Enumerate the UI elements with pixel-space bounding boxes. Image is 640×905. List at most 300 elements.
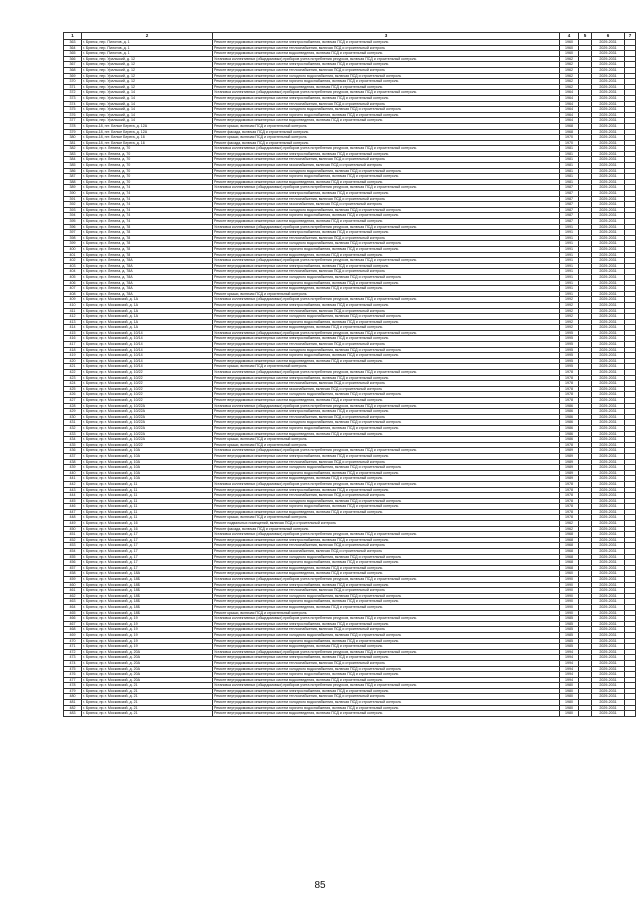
cell-year: 1991 xyxy=(560,263,579,269)
cell-period: 2029-2031 xyxy=(592,370,625,376)
cell-address: г. Брянск, пр-т. Ленина, д. 70 xyxy=(82,174,213,180)
cell-work-type: Ремонт внутридомовых инженерных систем горячего водоснабжения, включая ПСД и строительный контроль xyxy=(213,353,560,359)
cell-work-type: Ремонт внутридомовых инженерных систем горячего водоснабжения, включая ПСД и строительный контроль xyxy=(213,112,560,118)
cell-number: 448 xyxy=(64,515,82,521)
cell-period: 2029-2031 xyxy=(592,453,625,459)
cell-year: 1968 xyxy=(560,123,579,129)
cell-year: 1987 xyxy=(560,185,579,191)
cell-work-type: Ремонт внутридомовых инженерных систем электроснабжения, включая ПСД и строительный контроль xyxy=(213,375,560,381)
cell-work-type: Ремонт внутридомовых инженерных систем электроснабжения, включая ПСД и строительный контроль xyxy=(213,302,560,308)
cell-year: 1991 xyxy=(560,235,579,241)
cell-year: 1968 xyxy=(560,549,579,555)
cell-period: 2029-2031 xyxy=(592,476,625,482)
cell-address: г. Брянск-18, пгт. Белые Берега, д. 12А xyxy=(82,129,213,135)
cell-year: 1989 xyxy=(560,459,579,465)
cell-year: 1962 xyxy=(560,56,579,62)
cell-address: г. Брянск, пер. Пилотов, д. 1 xyxy=(82,40,213,46)
cell-address: г. Брянск, пр-т. Московский, д. 1А xyxy=(82,302,213,308)
cell-work-type: Ремонт внутридомовых инженерных систем электроснабжения, включая ПСД и строительный контроль xyxy=(213,688,560,694)
cell-period: 2029-2031 xyxy=(592,425,625,431)
cell-year: 1981 xyxy=(560,174,579,180)
cell-year: 1980 xyxy=(560,705,579,711)
cell-number: 409 xyxy=(64,297,82,303)
cell-number: 423 xyxy=(64,375,82,381)
cell-period: 2029-2031 xyxy=(592,448,625,454)
cell-work-type: Ремонт внутридомовых инженерных систем холодного водоснабжения, включая ПСД и строительный контроль xyxy=(213,314,560,320)
cell-period: 2029-2031 xyxy=(592,62,625,68)
cell-address: г. Брянск, пр-т. Московский, д. 1А xyxy=(82,314,213,320)
cell-address: г. Брянск, пр-т. Ленина, д. 70 xyxy=(82,179,213,185)
cell-period: 2029-2031 xyxy=(592,40,625,46)
cell-year: 1981 xyxy=(560,168,579,174)
cell-period: 2029-2031 xyxy=(592,90,625,96)
cell-number: 447 xyxy=(64,509,82,515)
cell-period: 2029-2031 xyxy=(592,459,625,465)
cell-work-type: Ремонт внутридомовых инженерных систем электроснабжения, включая ПСД и строительный контроль xyxy=(213,191,560,197)
cell-period: 2029-2031 xyxy=(592,336,625,342)
cell-address: г. Брянск, пр-т. Ленина, д. 78А xyxy=(82,258,213,264)
cell-work-type: Ремонт внутридомовых инженерных систем электроснабжения, включая ПСД и строительный контроль xyxy=(213,95,560,101)
cell-number: 426 xyxy=(64,392,82,398)
cell-work-type: Ремонт внутридомовых инженерных систем водоотведения, включая ПСД и строительный контроль xyxy=(213,84,560,90)
cell-address: г. Брянск, пр-т. Ленина, д. 74 xyxy=(82,196,213,202)
cell-address: г. Брянск, пр-т. Московский, д. 19 xyxy=(82,621,213,627)
cell-number: 446 xyxy=(64,504,82,510)
cell-year: 1990 xyxy=(560,599,579,605)
cell-period: 2029-2031 xyxy=(592,398,625,404)
cell-address: г. Брянск, пр-т. Московский, д. 11 xyxy=(82,509,213,515)
cell-address: г. Брянск, пр-т. Ленина, д. 78А xyxy=(82,280,213,286)
cell-work-type: Ремонт внутридомовых инженерных систем теплоснабжения, включая ПСД и строительный контроль xyxy=(213,414,560,420)
cell-period: 2029-2031 xyxy=(592,207,625,213)
cell-year: 1995 xyxy=(560,336,579,342)
cell-period: 2029-2031 xyxy=(592,498,625,504)
cell-address: г. Брянск, пр-т. Московский, д. 10А xyxy=(82,465,213,471)
cell-year: 1990 xyxy=(560,577,579,583)
cell-number: 453 xyxy=(64,543,82,549)
cell-period: 2029-2031 xyxy=(592,140,625,146)
cell-work-type: Ремонт крыши, включая ПСД и строительный контроль xyxy=(213,515,560,521)
cell-work-type: Ремонт крыши, включая ПСД и строительный контроль xyxy=(213,442,560,448)
cell-work-type: Ремонт внутридомовых инженерных систем горячего водоснабжения, включая ПСД и строительный контроль xyxy=(213,425,560,431)
cell-work-type: Установка коллективных (общедомовых) приборов учета потребления ресурсов, включая ПСД и строительный контроль xyxy=(213,146,560,152)
cell-year: 1978 xyxy=(560,515,579,521)
cell-address: г. Брянск-18, пгт. Белые Берега, д. 16 xyxy=(82,140,213,146)
cell-number: 443 xyxy=(64,487,82,493)
cell-period: 2029-2031 xyxy=(592,381,625,387)
cell-address: г. Брянск, пр-т. Московский, д. 10/22 xyxy=(82,442,213,448)
cell-number: 475 xyxy=(64,666,82,672)
cell-year: 1960 xyxy=(560,45,579,51)
cell-period: 2029-2031 xyxy=(592,179,625,185)
cell-address: г. Брянск, пер. Уральский, д. 12 xyxy=(82,84,213,90)
cell-address: г. Брянск, пр-т. Московский, д. 19 xyxy=(82,627,213,633)
cell-number: 386 xyxy=(64,168,82,174)
cell-period: 2029-2031 xyxy=(592,509,625,515)
cell-work-type: Ремонт внутридомовых инженерных систем теплоснабжения, включая ПСД и строительный контроль xyxy=(213,381,560,387)
cell-work-type: Ремонт внутридомовых инженерных систем горячего водоснабжения, включая ПСД и строительный контроль xyxy=(213,174,560,180)
cell-work-type: Ремонт внутридомовых инженерных систем водоотведения, включая ПСД и строительный контроль xyxy=(213,325,560,331)
cell-work-type: Установка коллективных (общедомовых) приборов учета потребления ресурсов, включая ПСД и строительный контроль xyxy=(213,448,560,454)
cell-number: 376 xyxy=(64,112,82,118)
cell-year: 1970 xyxy=(560,135,579,141)
cell-number: 461 xyxy=(64,588,82,594)
cell-address: г. Брянск, пр-т. Ленина, д. 78 xyxy=(82,246,213,252)
cell-year: 1964 xyxy=(560,118,579,124)
cell-period: 2029-2031 xyxy=(592,526,625,532)
cell-address: г. Брянск, пр-т. Московский, д. 10/14 xyxy=(82,347,213,353)
cell-number: 471 xyxy=(64,644,82,650)
cell-address: г. Брянск, пр-т. Московский, д. 10А xyxy=(82,453,213,459)
header-col-2: 2 xyxy=(82,33,213,40)
cell-year: 1991 xyxy=(560,246,579,252)
cell-work-type: Ремонт внутридомовых инженерных систем холодного водоснабжения, включая ПСД и строительный контроль xyxy=(213,465,560,471)
cell-work-type: Ремонт внутридомовых инженерных систем холодного водоснабжения, включая ПСД и строительный контроль xyxy=(213,168,560,174)
cell-address: г. Брянск, пр-т. Московский, д. 21 xyxy=(82,705,213,711)
cell-period: 2029-2031 xyxy=(592,230,625,236)
cell-address: г. Брянск, пр-т. Московский, д. 21 xyxy=(82,711,213,717)
cell-number: 455 xyxy=(64,554,82,560)
cell-year: 1968 xyxy=(560,565,579,571)
cell-number: 435 xyxy=(64,442,82,448)
cell-work-type: Ремонт внутридомовых инженерных систем холодного водоснабжения, включая ПСД и строительный контроль xyxy=(213,498,560,504)
cell-year: 1962 xyxy=(560,521,579,527)
cell-work-type: Ремонт крыши, включая ПСД и строительный контроль xyxy=(213,364,560,370)
cell-number: 478 xyxy=(64,683,82,689)
cell-period: 2029-2031 xyxy=(592,582,625,588)
cell-address: г. Брянск, пер. Уральский, д. 14 xyxy=(82,107,213,113)
cell-address: г. Брянск, пр-т. Московский, д. 21 xyxy=(82,683,213,689)
cell-address: г. Брянск, пр-т. Московский, д. 18Б xyxy=(82,593,213,599)
cell-number: 381 xyxy=(64,140,82,146)
cell-number: 399 xyxy=(64,241,82,247)
cell-period: 2029-2031 xyxy=(592,246,625,252)
cell-number: 451 xyxy=(64,532,82,538)
cell-address: г. Брянск, пер. Уральский, д. 12 xyxy=(82,67,213,73)
cell-period: 2029-2031 xyxy=(592,330,625,336)
cell-period: 2029-2031 xyxy=(592,84,625,90)
cell-work-type: Ремонт внутридомовых инженерных систем электроснабжения, включая ПСД и строительный контроль xyxy=(213,62,560,68)
cell-year: 1986 xyxy=(560,420,579,426)
cell-work-type: Ремонт крыши, включая ПСД и строительный контроль xyxy=(213,123,560,129)
cell-address: г. Брянск, пр-т. Ленина, д. 70 xyxy=(82,163,213,169)
cell-period: 2029-2031 xyxy=(592,213,625,219)
cell-work-type: Ремонт внутридомовых инженерных систем электроснабжения, включая ПСД и строительный контроль xyxy=(213,487,560,493)
cell-year: 1991 xyxy=(560,280,579,286)
cell-number: 392 xyxy=(64,202,82,208)
cell-number: 382 xyxy=(64,146,82,152)
cell-number: 459 xyxy=(64,577,82,583)
cell-year: 1962 xyxy=(560,67,579,73)
cell-address: г. Брянск, пр-т. Московский, д. 11 xyxy=(82,493,213,499)
cell-year: 1989 xyxy=(560,448,579,454)
cell-address: г. Брянск, пр-т. Московский, д. 19 xyxy=(82,616,213,622)
cell-work-type: Ремонт внутридомовых инженерных систем холодного водоснабжения, включая ПСД и строительный контроль xyxy=(213,207,560,213)
cell-year: 1980 xyxy=(560,683,579,689)
cell-number: 369 xyxy=(64,73,82,79)
cell-period: 2029-2031 xyxy=(592,252,625,258)
cell-number: 436 xyxy=(64,448,82,454)
cell-year: 1990 xyxy=(560,588,579,594)
cell-address: г. Брянск, пер. Уральский, д. 14 xyxy=(82,90,213,96)
cell-year: 1990 xyxy=(560,582,579,588)
cell-address: г. Брянск, пр-т. Московский, д. 10/22А xyxy=(82,420,213,426)
cell-period: 2029-2031 xyxy=(592,588,625,594)
cell-period: 2029-2031 xyxy=(592,593,625,599)
cell-work-type: Ремонт подвальных помещений, включая ПСД и строительный контроль xyxy=(213,521,560,527)
cell-address: г. Брянск, пер. Уральский, д. 14 xyxy=(82,95,213,101)
cell-work-type: Ремонт внутридомовых инженерных систем холодного водоснабжения, включая ПСД и строительный контроль xyxy=(213,593,560,599)
cell-year: 1962 xyxy=(560,79,579,85)
cell-work-type: Ремонт внутридомовых инженерных систем теплоснабжения, включая ПСД и строительный контроль xyxy=(213,308,560,314)
cell-address: г. Брянск, пр-т. Московский, д. 21 xyxy=(82,700,213,706)
cell-work-type: Ремонт внутридомовых инженерных систем водоотведения, включая ПСД и строительный контроль xyxy=(213,509,560,515)
cell-work-type: Ремонт внутридомовых инженерных систем газоснабжения, включая ПСД и строительный контроль xyxy=(213,386,560,392)
cell-work-type: Установка коллективных (общедомовых) приборов учета потребления ресурсов, включая ПСД и строительный контроль xyxy=(213,481,560,487)
cell-number: 371 xyxy=(64,84,82,90)
cell-work-type: Ремонт внутридомовых инженерных систем теплоснабжения, включая ПСД и строительный контроль xyxy=(213,235,560,241)
cell-period: 2029-2031 xyxy=(592,258,625,264)
cell-work-type: Ремонт крыши, включая ПСД и строительный контроль xyxy=(213,437,560,443)
cell-address: г. Брянск, пр-т. Московский, д. 16 xyxy=(82,521,213,527)
cell-address: г. Брянск, пр-т. Московский, д. 10/22 xyxy=(82,381,213,387)
cell-work-type: Ремонт внутридомовых инженерных систем водоотведения, включая ПСД и строительный контроль xyxy=(213,118,560,124)
cell-period: 2029-2031 xyxy=(592,560,625,566)
cell-period: 2029-2031 xyxy=(592,437,625,443)
cell-address: г. Брянск, пр-т. Московский, д. 19 xyxy=(82,638,213,644)
cell-year: 1991 xyxy=(560,241,579,247)
cell-number: 403 xyxy=(64,263,82,269)
cell-work-type: Установка коллективных (общедомовых) приборов учета потребления ресурсов, включая ПСД и строительный контроль xyxy=(213,90,560,96)
cell-number: 467 xyxy=(64,621,82,627)
cell-number: 464 xyxy=(64,604,82,610)
cell-period: 2029-2031 xyxy=(592,420,625,426)
cell-period: 2029-2031 xyxy=(592,610,625,616)
cell-number: 406 xyxy=(64,280,82,286)
cell-period: 2029-2031 xyxy=(592,442,625,448)
cell-address: г. Брянск, пр-т. Московский, д. 10/14 xyxy=(82,358,213,364)
cell-period: 2029-2031 xyxy=(592,157,625,163)
cell-period: 2029-2031 xyxy=(592,549,625,555)
cell-address: г. Брянск, пр-т. Ленина, д. 78А xyxy=(82,263,213,269)
cell-period: 2029-2031 xyxy=(592,666,625,672)
cell-year: 1985 xyxy=(560,632,579,638)
cell-year: 1986 xyxy=(560,409,579,415)
cell-work-type: Ремонт внутридомовых инженерных систем водоотведения, включая ПСД и строительный контроль xyxy=(213,476,560,482)
cell-number: 395 xyxy=(64,219,82,225)
cell-address: г. Брянск, пр-т. Московский, д. 18А xyxy=(82,571,213,577)
cell-work-type: Ремонт внутридомовых инженерных систем горячего водоснабжения, включая ПСД и строительный контроль xyxy=(213,560,560,566)
cell-address: г. Брянск, пр-т. Московский, д. 10/14 xyxy=(82,330,213,336)
cell-number: 388 xyxy=(64,179,82,185)
cell-address: г. Брянск, пр-т. Московский, д. 10/22 xyxy=(82,375,213,381)
cell-work-type: Ремонт внутридомовых инженерных систем холодного водоснабжения, включая ПСД и строительный контроль xyxy=(213,241,560,247)
cell-period: 2029-2031 xyxy=(592,146,625,152)
cell-address: г. Брянск, пр-т. Московский, д. 10/22А xyxy=(82,437,213,443)
cell-year: 1985 xyxy=(560,638,579,644)
cell-work-type: Ремонт внутридомовых инженерных систем водоотведения, включая ПСД и строительный контроль xyxy=(213,179,560,185)
cell-year: 1978 xyxy=(560,392,579,398)
cell-address: г. Брянск, пр-т. Московский, д. 17 xyxy=(82,532,213,538)
cell-number: 401 xyxy=(64,252,82,258)
cell-work-type: Ремонт внутридомовых инженерных систем холодного водоснабжения, включая ПСД и строительный контроль xyxy=(213,347,560,353)
cell-year: 1985 xyxy=(560,644,579,650)
cell-period: 2029-2031 xyxy=(592,280,625,286)
header-col-1: 1 xyxy=(64,33,82,40)
cell-period: 2029-2031 xyxy=(592,135,625,141)
cell-work-type: Ремонт внутридомовых инженерных систем электроснабжения, включая ПСД и строительный контроль xyxy=(213,151,560,157)
cell-work-type: Ремонт внутридомовых инженерных систем водоотведения, включая ПСД и строительный контроль xyxy=(213,286,560,292)
cell-work-type: Установка коллективных (общедомовых) приборов учета потребления ресурсов, включая ПСД и строительный контроль xyxy=(213,224,560,230)
cell-period: 2029-2031 xyxy=(592,599,625,605)
cell-period: 2029-2031 xyxy=(592,101,625,107)
cell-address: г. Брянск-18, пгт. Белые Берега, д. 12А xyxy=(82,123,213,129)
cell-number: 410 xyxy=(64,302,82,308)
cell-year: 1994 xyxy=(560,655,579,661)
cell-year: 1968 xyxy=(560,543,579,549)
cell-period: 2029-2031 xyxy=(592,302,625,308)
cell-work-type: Ремонт внутридомовых инженерных систем водоотведения, включая ПСД и строительный контроль xyxy=(213,604,560,610)
cell-address: г. Брянск, пр-т. Московский, д. 18Б xyxy=(82,604,213,610)
cell-period: 2029-2031 xyxy=(592,185,625,191)
cell-work-type: Ремонт крыши, включая ПСД и строительный контроль xyxy=(213,291,560,297)
cell-year: 1981 xyxy=(560,163,579,169)
cell-work-type: Ремонт внутридомовых инженерных систем теплоснабжения, включая ПСД и строительный контроль xyxy=(213,45,560,51)
cell-year: 1978 xyxy=(560,509,579,515)
page-number: 85 xyxy=(314,880,326,891)
cell-year: 1995 xyxy=(560,330,579,336)
cell-period: 2029-2031 xyxy=(592,565,625,571)
cell-period: 2029-2031 xyxy=(592,465,625,471)
cell-year: 1962 xyxy=(560,73,579,79)
cell-period: 2029-2031 xyxy=(592,616,625,622)
cell-period: 2029-2031 xyxy=(592,638,625,644)
cell-year: 1978 xyxy=(560,370,579,376)
cell-work-type: Установка коллективных (общедомовых) приборов учета потребления ресурсов, включая ПСД и строительный контроль xyxy=(213,330,560,336)
cell-number: 389 xyxy=(64,185,82,191)
cell-number: 452 xyxy=(64,537,82,543)
cell-period: 2029-2031 xyxy=(592,358,625,364)
cell-year: 1985 xyxy=(560,627,579,633)
cell-address: г. Брянск, пр-т. Московский, д. 10/14 xyxy=(82,353,213,359)
cell-year: 1980 xyxy=(560,694,579,700)
cell-year: 1960 xyxy=(560,40,579,46)
cell-work-type: Ремонт внутридомовых инженерных систем горячего водоснабжения, включая ПСД и строительный контроль xyxy=(213,705,560,711)
cell-year: 1981 xyxy=(560,157,579,163)
cell-work-type: Ремонт внутридомовых инженерных систем водоотведения, включая ПСД и строительный контроль xyxy=(213,431,560,437)
cell-year: 1978 xyxy=(560,481,579,487)
cell-address: г. Брянск, пр-т. Московский, д. 10/22 xyxy=(82,386,213,392)
cell-year: 1994 xyxy=(560,666,579,672)
cell-year: 1978 xyxy=(560,381,579,387)
cell-year: 1986 xyxy=(560,437,579,443)
repair-schedule-table xyxy=(63,32,636,717)
cell-period: 2029-2031 xyxy=(592,627,625,633)
cell-number: 405 xyxy=(64,274,82,280)
cell-number: 445 xyxy=(64,498,82,504)
cell-period: 2029-2031 xyxy=(592,73,625,79)
cell-work-type: Установка коллективных (общедомовых) приборов учета потребления ресурсов, включая ПСД и строительный контроль xyxy=(213,370,560,376)
cell-work-type: Ремонт внутридомовых инженерных систем горячего водоснабжения, включая ПСД и строительный контроль xyxy=(213,638,560,644)
cell-number: 363 xyxy=(64,40,82,46)
cell-year: 1987 xyxy=(560,191,579,197)
cell-work-type: Ремонт внутридомовых инженерных систем теплоснабжения, включая ПСД и строительный контроль xyxy=(213,493,560,499)
cell-year: 1995 xyxy=(560,364,579,370)
header-col-6: 6 xyxy=(592,33,625,40)
cell-period: 2029-2031 xyxy=(592,241,625,247)
cell-number: 413 xyxy=(64,319,82,325)
cell-period: 2029-2031 xyxy=(592,163,625,169)
cell-year: 1991 xyxy=(560,274,579,280)
cell-number: 420 xyxy=(64,358,82,364)
cell-year: 1992 xyxy=(560,297,579,303)
cell-work-type: Ремонт внутридомовых инженерных систем горячего водоснабжения, включая ПСД и строительный контроль xyxy=(213,599,560,605)
cell-work-type: Ремонт крыши, включая ПСД и строительный контроль xyxy=(213,135,560,141)
cell-number: 481 xyxy=(64,700,82,706)
cell-year: 1960 xyxy=(560,571,579,577)
cell-empty xyxy=(625,711,636,717)
cell-number: 402 xyxy=(64,258,82,264)
header-col-5: 5 xyxy=(579,33,592,40)
cell-year: 1962 xyxy=(560,84,579,90)
cell-period: 2029-2031 xyxy=(592,51,625,57)
cell-empty xyxy=(579,711,592,717)
cell-year: 1991 xyxy=(560,291,579,297)
cell-period: 2029-2031 xyxy=(592,554,625,560)
header-col-7: 7 xyxy=(625,33,636,40)
cell-period: 2029-2031 xyxy=(592,308,625,314)
cell-number: 438 xyxy=(64,459,82,465)
cell-number: 427 xyxy=(64,398,82,404)
cell-work-type: Установка коллективных (общедомовых) приборов учета потребления ресурсов, включая ПСД и строительный контроль xyxy=(213,577,560,583)
cell-address: г. Брянск, пр-т. Московский, д. 17 xyxy=(82,549,213,555)
cell-period: 2029-2031 xyxy=(592,202,625,208)
cell-work-type: Ремонт внутридомовых инженерных систем горячего водоснабжения, включая ПСД и строительный контроль xyxy=(213,672,560,678)
cell-period: 2029-2031 xyxy=(592,571,625,577)
cell-number: 383 xyxy=(64,151,82,157)
cell-year: 1985 xyxy=(560,621,579,627)
cell-work-type: Установка коллективных (общедомовых) приборов учета потребления ресурсов, включая ПСД и строительный контроль xyxy=(213,403,560,409)
cell-work-type: Ремонт внутридомовых инженерных систем горячего водоснабжения, включая ПСД и строительный контроль xyxy=(213,504,560,510)
cell-period: 2029-2031 xyxy=(592,325,625,331)
cell-address: г. Брянск, пер. Пилотов, д. 1 xyxy=(82,51,213,57)
cell-number: 372 xyxy=(64,90,82,96)
cell-year: 1978 xyxy=(560,487,579,493)
cell-period: 2029-2031 xyxy=(592,269,625,275)
cell-address: г. Брянск, пр-т. Московский, д. 17 xyxy=(82,565,213,571)
cell-number: 385 xyxy=(64,163,82,169)
cell-address: г. Брянск, пр-т. Московский, д. 10/22 xyxy=(82,370,213,376)
cell-period: 2029-2031 xyxy=(592,129,625,135)
cell-address: г. Брянск, пр-т. Московский, д. 10/22А xyxy=(82,414,213,420)
cell-work-type: Ремонт внутридомовых инженерных систем электроснабжения, включая ПСД и строительный контроль xyxy=(213,655,560,661)
cell-period: 2029-2031 xyxy=(592,123,625,129)
cell-address: г. Брянск, пр-т. Ленина, д. 78 xyxy=(82,235,213,241)
header-col-3: 3 xyxy=(213,33,560,40)
cell-number: 456 xyxy=(64,560,82,566)
cell-number: 375 xyxy=(64,107,82,113)
cell-address: г. Брянск, пр-т. Московский, д. 20А xyxy=(82,649,213,655)
cell-work-type: Ремонт внутридомовых инженерных систем электроснабжения, включая ПСД и строительный контроль xyxy=(213,336,560,342)
cell-number: 364 xyxy=(64,45,82,51)
cell-address: г. Брянск, пр-т. Московский, д. 10/14 xyxy=(82,336,213,342)
cell-number: 477 xyxy=(64,677,82,683)
cell-address: г. Брянск, пр-т. Московский, д. 17 xyxy=(82,554,213,560)
cell-period: 2029-2031 xyxy=(592,621,625,627)
cell-period: 2029-2031 xyxy=(592,604,625,610)
cell-period: 2029-2031 xyxy=(592,644,625,650)
cell-work-type: Ремонт внутридомовых инженерных систем водоотведения, включая ПСД и строительный контроль xyxy=(213,358,560,364)
